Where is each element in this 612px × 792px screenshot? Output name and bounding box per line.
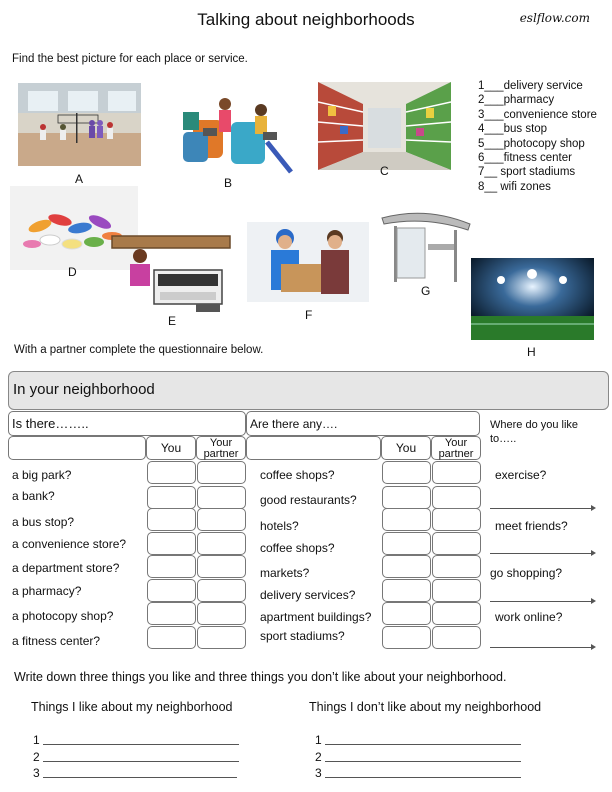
is-there-header xyxy=(8,411,246,436)
are-there-item: hotels? xyxy=(260,519,299,533)
where-like-item: meet friends? xyxy=(495,519,568,533)
answer-line[interactable] xyxy=(490,508,594,509)
partner-header xyxy=(196,436,246,460)
picture-label-e: E xyxy=(168,314,177,328)
you-answer-box[interactable] xyxy=(382,555,431,578)
you-header-2 xyxy=(381,436,431,460)
dislikes-number: 1 xyxy=(315,733,322,747)
are-there-item: delivery services? xyxy=(260,588,356,602)
you-label: You xyxy=(160,441,182,455)
you-answer-box[interactable] xyxy=(382,461,431,484)
subheader-blank-2 xyxy=(246,436,381,460)
you-answer-box[interactable] xyxy=(382,626,431,649)
questionnaire-title: In your neighborhood xyxy=(13,381,155,398)
you-answer-box[interactable] xyxy=(147,579,196,602)
you-answer-box[interactable] xyxy=(147,486,196,509)
picture-c-store-aisle xyxy=(318,82,451,170)
picture-label-g: G xyxy=(421,284,431,298)
are-there-item: markets? xyxy=(260,566,310,580)
are-there-item: coffee shops? xyxy=(260,468,335,482)
match-item: 3___convenience store xyxy=(478,108,597,121)
partner-label: Your partner xyxy=(203,437,239,460)
picture-b-people-wifi xyxy=(163,92,298,176)
are-there-item: sport stadiums? xyxy=(260,629,345,643)
are-there-item: coffee shops? xyxy=(260,541,335,555)
partner-instruction: With a partner complete the questionnaire below. xyxy=(14,344,264,356)
dislikes-number: 2 xyxy=(315,750,322,764)
partner-answer-box[interactable] xyxy=(432,626,481,649)
answer-line[interactable] xyxy=(490,601,594,602)
you-answer-box[interactable] xyxy=(382,579,431,602)
match-item: 2___pharmacy xyxy=(478,94,555,107)
you-header xyxy=(146,436,196,460)
partner-label: Your partner xyxy=(438,437,474,460)
page-title: Talking about neighborhoods xyxy=(197,10,415,29)
picture-e-photocopy xyxy=(110,232,232,316)
is-there-item: a bus stop? xyxy=(12,515,75,529)
write-instruction: Write down three things you like and three things you don’t like about your neighborhood. xyxy=(14,670,507,684)
is-there-item: a photocopy shop? xyxy=(12,609,114,623)
dislikes-answer-line[interactable] xyxy=(325,744,521,745)
match-item: 4___bus stop xyxy=(478,123,548,136)
where-like-item: work online? xyxy=(495,610,563,624)
are-there-label: Are there any…. xyxy=(250,417,338,431)
picture-a-gym xyxy=(18,83,141,166)
dislikes-answer-line[interactable] xyxy=(325,761,521,762)
is-there-item: a big park? xyxy=(12,468,72,482)
answer-line[interactable] xyxy=(490,553,594,554)
partner-answer-box[interactable] xyxy=(432,508,481,531)
likes-number: 2 xyxy=(33,750,40,764)
you-answer-box[interactable] xyxy=(382,532,431,555)
is-there-item: a pharmacy? xyxy=(12,584,82,598)
is-there-item: a department store? xyxy=(12,561,120,575)
picture-g-bus-shelter xyxy=(380,210,472,286)
picture-label-b: B xyxy=(224,176,233,190)
you-answer-box[interactable] xyxy=(147,555,196,578)
partner-answer-box[interactable] xyxy=(432,486,481,509)
partner-answer-box[interactable] xyxy=(197,532,246,555)
likes-number: 1 xyxy=(33,733,40,747)
is-there-item: a convenience store? xyxy=(12,537,127,551)
match-item: 7__ sport stadiums xyxy=(478,166,576,179)
where-like-header: Where do you like to….. xyxy=(490,419,579,445)
where-like-item: go shopping? xyxy=(490,566,563,580)
is-there-item: a bank? xyxy=(12,489,55,503)
questionnaire-title-bar xyxy=(8,371,609,410)
partner-answer-box[interactable] xyxy=(197,486,246,509)
likes-answer-line[interactable] xyxy=(43,761,239,762)
picture-label-h: H xyxy=(527,345,536,359)
picture-label-d: D xyxy=(68,265,77,279)
picture-label-c: C xyxy=(380,164,389,178)
match-item: 6___fitness center xyxy=(478,152,572,165)
you-answer-box[interactable] xyxy=(147,602,196,625)
is-there-item: a fitness center? xyxy=(12,634,101,648)
answer-line[interactable] xyxy=(490,647,594,648)
match-list xyxy=(478,79,597,194)
partner-answer-box[interactable] xyxy=(197,555,246,578)
match-item: 8__ wifi zones xyxy=(478,180,551,193)
partner-answer-box[interactable] xyxy=(432,602,481,625)
dislikes-number: 3 xyxy=(315,766,322,780)
picture-h-stadium xyxy=(471,258,594,340)
partner-answer-box[interactable] xyxy=(432,461,481,484)
partner-answer-box[interactable] xyxy=(197,602,246,625)
likes-answer-line[interactable] xyxy=(43,744,239,745)
picture-label-f: F xyxy=(305,308,313,322)
partner-answer-box[interactable] xyxy=(432,555,481,578)
picture-f-delivery xyxy=(247,222,369,302)
partner-answer-box[interactable] xyxy=(432,532,481,555)
are-there-header xyxy=(246,411,480,436)
partner-answer-box[interactable] xyxy=(432,579,481,602)
are-there-item: good restaurants? xyxy=(260,493,357,507)
likes-heading: Things I like about my neighborhood xyxy=(31,700,233,714)
brand-logo: eslflow.com xyxy=(519,11,590,25)
picture-label-a: A xyxy=(75,172,84,186)
dislikes-answer-line[interactable] xyxy=(325,777,521,778)
you-answer-box[interactable] xyxy=(147,532,196,555)
match-item: 1___delivery service xyxy=(478,80,583,92)
you-answer-box[interactable] xyxy=(147,508,196,531)
you-answer-box[interactable] xyxy=(382,486,431,509)
you-answer-box[interactable] xyxy=(147,626,196,649)
match-instruction: Find the best picture for each place or service. xyxy=(12,53,248,65)
you-answer-box[interactable] xyxy=(382,602,431,625)
dislikes-heading: Things I don’t like about my neighborhood xyxy=(309,700,542,714)
where-like-item: exercise? xyxy=(495,468,547,482)
you-label: You xyxy=(395,441,417,455)
likes-number: 3 xyxy=(33,766,40,780)
match-item: 5___photocopy shop xyxy=(478,137,585,150)
partner-answer-box[interactable] xyxy=(197,461,246,484)
partner-header-2 xyxy=(431,436,481,460)
you-answer-box[interactable] xyxy=(147,461,196,484)
subheader-blank xyxy=(8,436,146,460)
partner-answer-box[interactable] xyxy=(197,626,246,649)
partner-answer-box[interactable] xyxy=(197,579,246,602)
are-there-item: apartment buildings? xyxy=(260,610,372,624)
you-answer-box[interactable] xyxy=(382,508,431,531)
is-there-label: Is there…….. xyxy=(12,416,89,431)
partner-answer-box[interactable] xyxy=(197,508,246,531)
likes-answer-line[interactable] xyxy=(43,777,237,778)
